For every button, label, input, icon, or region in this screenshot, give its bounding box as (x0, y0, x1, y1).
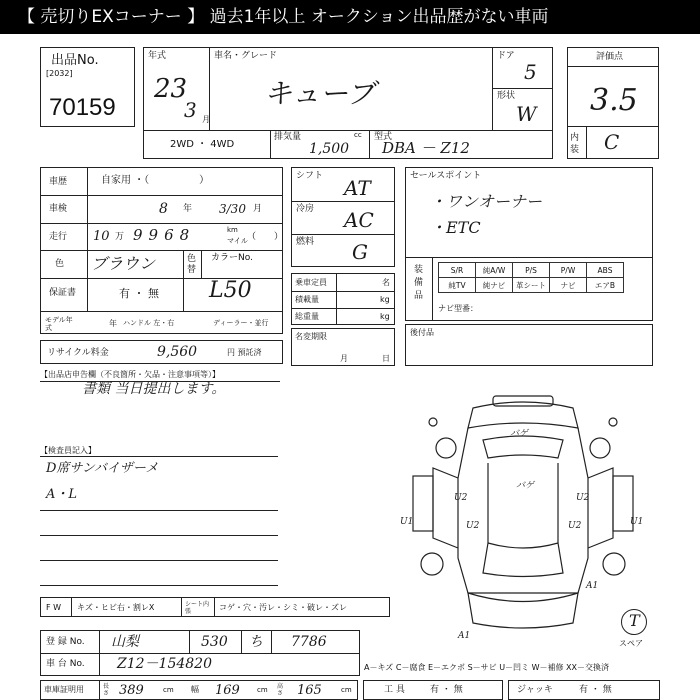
mileage-label: 走行 (49, 232, 68, 242)
lot-code: [2032] (46, 69, 73, 78)
jack-label: ジャッキ (517, 685, 553, 695)
legend-text: A－キズ C－腐食 E－エクボ S－サビ U－凹ミ W－補修 XX－交換済 (364, 663, 610, 672)
mark-left-door-rear: U2 (466, 521, 480, 531)
cert-height: 165 (297, 683, 322, 698)
mileage-value: 9968 (133, 226, 196, 244)
gross-unit: kg (380, 312, 390, 321)
load-label: 積載量 (295, 295, 319, 304)
tools-label: 工 具 (384, 685, 405, 695)
year-value: 23 (154, 74, 188, 104)
capacity-label: 乗車定員 (295, 278, 327, 287)
equipment-box (405, 257, 653, 321)
seller-notes-text: 書類 当日提出します。 (82, 381, 226, 397)
fuel-value: G (352, 240, 368, 264)
doors-value: 5 (524, 60, 537, 84)
score-label: 評価点 (596, 52, 624, 62)
interior-value: C (604, 130, 620, 154)
jack-box (508, 680, 660, 700)
score-value: 3.5 (590, 83, 638, 118)
model-label: 車名・グレード (214, 51, 278, 61)
mark-hood: バゲ (510, 429, 529, 439)
recycle-label: リサイクル料金 (47, 348, 109, 358)
cert-height-label: 高さ (277, 683, 284, 697)
inspection-month: 3/30 (219, 202, 246, 216)
equip-tv: 純TV (439, 278, 476, 293)
year-month: 3 (184, 98, 197, 122)
mileage-mile: マイル (227, 237, 248, 245)
type-value: DBA － Z12 (382, 139, 470, 157)
chassis-value: Z12－154820 (117, 656, 212, 672)
registration-class: 530 (201, 634, 228, 650)
car-damage-diagram (398, 388, 648, 638)
equip-abs: ABS (587, 263, 624, 278)
cert-label: 車庫証明用 (44, 685, 84, 694)
spare-label: スペア (619, 639, 643, 648)
inspection-label: 車検 (49, 204, 68, 214)
cert-height-unit: cm (341, 686, 352, 694)
first-reg-box (291, 328, 395, 366)
color-code: L50 (209, 278, 252, 303)
inspector-line2: A・L (46, 487, 78, 502)
navi-label: ナビ型番： (438, 304, 478, 313)
sales-point1: ・ワンオーナー (430, 192, 543, 211)
mark-left-door-front: U2 (454, 493, 468, 503)
registration-label: 登 録 No. (46, 637, 85, 647)
registration-number: 7786 (291, 634, 327, 650)
mark-right-door-front: U2 (576, 493, 590, 503)
fw-sheet-text: コゲ・穴・汚レ・シミ・破レ・ズレ (219, 603, 347, 612)
model-year-label: モデル年式 (45, 316, 73, 332)
mileage-km: km (227, 226, 238, 234)
first-reg-day: 日 (382, 354, 390, 363)
color-change-label: 色替 (187, 254, 197, 275)
cert-width-label: 幅 (191, 685, 199, 694)
equip-ps: P/S (513, 263, 550, 278)
cert-length-label: 長さ (103, 683, 110, 697)
fw-box (40, 597, 390, 617)
fuel-label: 燃料 (296, 237, 315, 247)
ac-label: 冷房 (296, 204, 315, 214)
model-value: キューブ (264, 77, 375, 110)
aftermarket-box (405, 324, 653, 366)
displacement-label: 排気量 (274, 132, 302, 142)
aftermarket-label: 後付品 (410, 328, 434, 337)
mileage-man-unit: 万 (115, 232, 125, 242)
mark-rear-right: A1 (586, 581, 599, 591)
registration-kana: ち (249, 634, 263, 650)
registration-box (40, 630, 360, 676)
fw-text: キズ・ヒビ右・割レX (77, 603, 155, 612)
equip-sr: S/R (439, 263, 476, 278)
fw-sheet: シート内張 (185, 601, 210, 615)
model-year-dealer: ディーラー・並行 (213, 319, 269, 327)
gross-label: 総重量 (295, 312, 319, 321)
year-label: 年式 (148, 51, 167, 61)
inspection-year: 8 (159, 201, 168, 217)
equipment-grid (438, 262, 624, 293)
color-label: 色 (55, 259, 65, 269)
mark-rear-bottom: A1 (458, 631, 471, 638)
equip-navi-oem: 純ナビ (476, 278, 513, 293)
tools-box (363, 680, 503, 700)
vehicle-detail-box (40, 167, 283, 334)
diagram-marks (400, 428, 643, 638)
mark-left-side: U1 (400, 517, 414, 527)
mileage-paren: （ ） (247, 232, 284, 242)
jack-value: 有 ・ 無 (579, 685, 612, 695)
mark-right-door-rear: U2 (568, 521, 582, 531)
spare-mark: T (629, 611, 640, 630)
recycle-box (40, 340, 283, 364)
inspection-year-unit: 年 (183, 204, 193, 214)
drive-label: 2WD ・ 4WD (170, 139, 235, 150)
color-code-label: カラーNo. (211, 253, 253, 263)
equip-airbag: エアB (587, 278, 624, 293)
capacity-box (291, 273, 395, 325)
seller-notes-label: 【出品店申告欄（不良箇所・欠品・注意事項等）】 (40, 370, 220, 379)
cert-length: 389 (119, 683, 144, 698)
lot-number: 70159 (49, 94, 116, 121)
year-month-unit: 月 (202, 115, 210, 124)
warranty-options: 有 ・ 無 (119, 287, 159, 300)
chassis-label: 車 台 No. (46, 659, 85, 669)
page-header: 【 売切りEXコーナー 】 過去1年以上 オークション出品歴がない車両 (0, 0, 700, 34)
equip-aw: 純A/W (476, 263, 513, 278)
first-reg-unit: 月 (340, 354, 348, 363)
model-year-handle: ハンドル 左・右 (123, 319, 175, 327)
mark-roof: バゲ (516, 481, 535, 491)
cert-box (40, 680, 358, 700)
sales-box (405, 167, 653, 258)
equipment-label: 装備品 (414, 265, 424, 301)
equip-leather: 革シート (513, 278, 550, 293)
recycle-unit: 円 預託済 (227, 348, 262, 357)
first-reg-label: 名変期限 (295, 332, 327, 341)
mileage-man: 10 (93, 229, 110, 244)
color-value: ブラウン (91, 254, 156, 273)
fw-label: F W (46, 603, 62, 612)
cert-length-unit: cm (163, 686, 174, 694)
sales-point2: ・ETC (430, 218, 481, 237)
inspector-label: 【検査員記入】 (40, 446, 96, 455)
registration-place: 山梨 (111, 634, 139, 650)
lot-box (40, 47, 135, 127)
cert-width-unit: cm (257, 686, 268, 694)
load-unit: kg (380, 295, 390, 304)
cert-width: 169 (215, 683, 240, 698)
tools-value: 有 ・ 無 (430, 685, 463, 695)
interior-label: 内装 (570, 133, 580, 155)
shift-label: シフト (296, 171, 324, 181)
mark-right-side: U1 (630, 517, 644, 527)
inspection-month-unit: 月 (253, 204, 263, 214)
shift-value: AT (344, 176, 371, 200)
score-box (567, 47, 659, 159)
equip-navi: ナビ (550, 278, 587, 293)
ac-value: AC (344, 208, 374, 232)
type-label: 型式 (374, 132, 393, 142)
top-info-box (143, 47, 553, 159)
lot-label: 出品No. (51, 53, 99, 68)
recycle-value: 9,560 (157, 344, 198, 360)
doors-label: ドア (497, 51, 515, 61)
shift-box (291, 167, 395, 267)
displacement-value: 1,500 (309, 141, 350, 157)
warranty-label: 保証書 (49, 288, 77, 298)
history-options: 自家用 ・（ ） (101, 175, 210, 186)
model-year-year: 年 (109, 319, 117, 328)
displacement-unit: cc (354, 131, 362, 139)
sales-label: セールスポイント (410, 171, 482, 181)
capacity-unit: 名 (382, 278, 390, 287)
shape-label: 形状 (497, 91, 516, 101)
shape-value: W (516, 102, 537, 126)
inspector-line1: D席サンバイザーメ (46, 461, 159, 476)
equip-pw: P/W (550, 263, 587, 278)
history-label: 車歴 (49, 177, 68, 187)
